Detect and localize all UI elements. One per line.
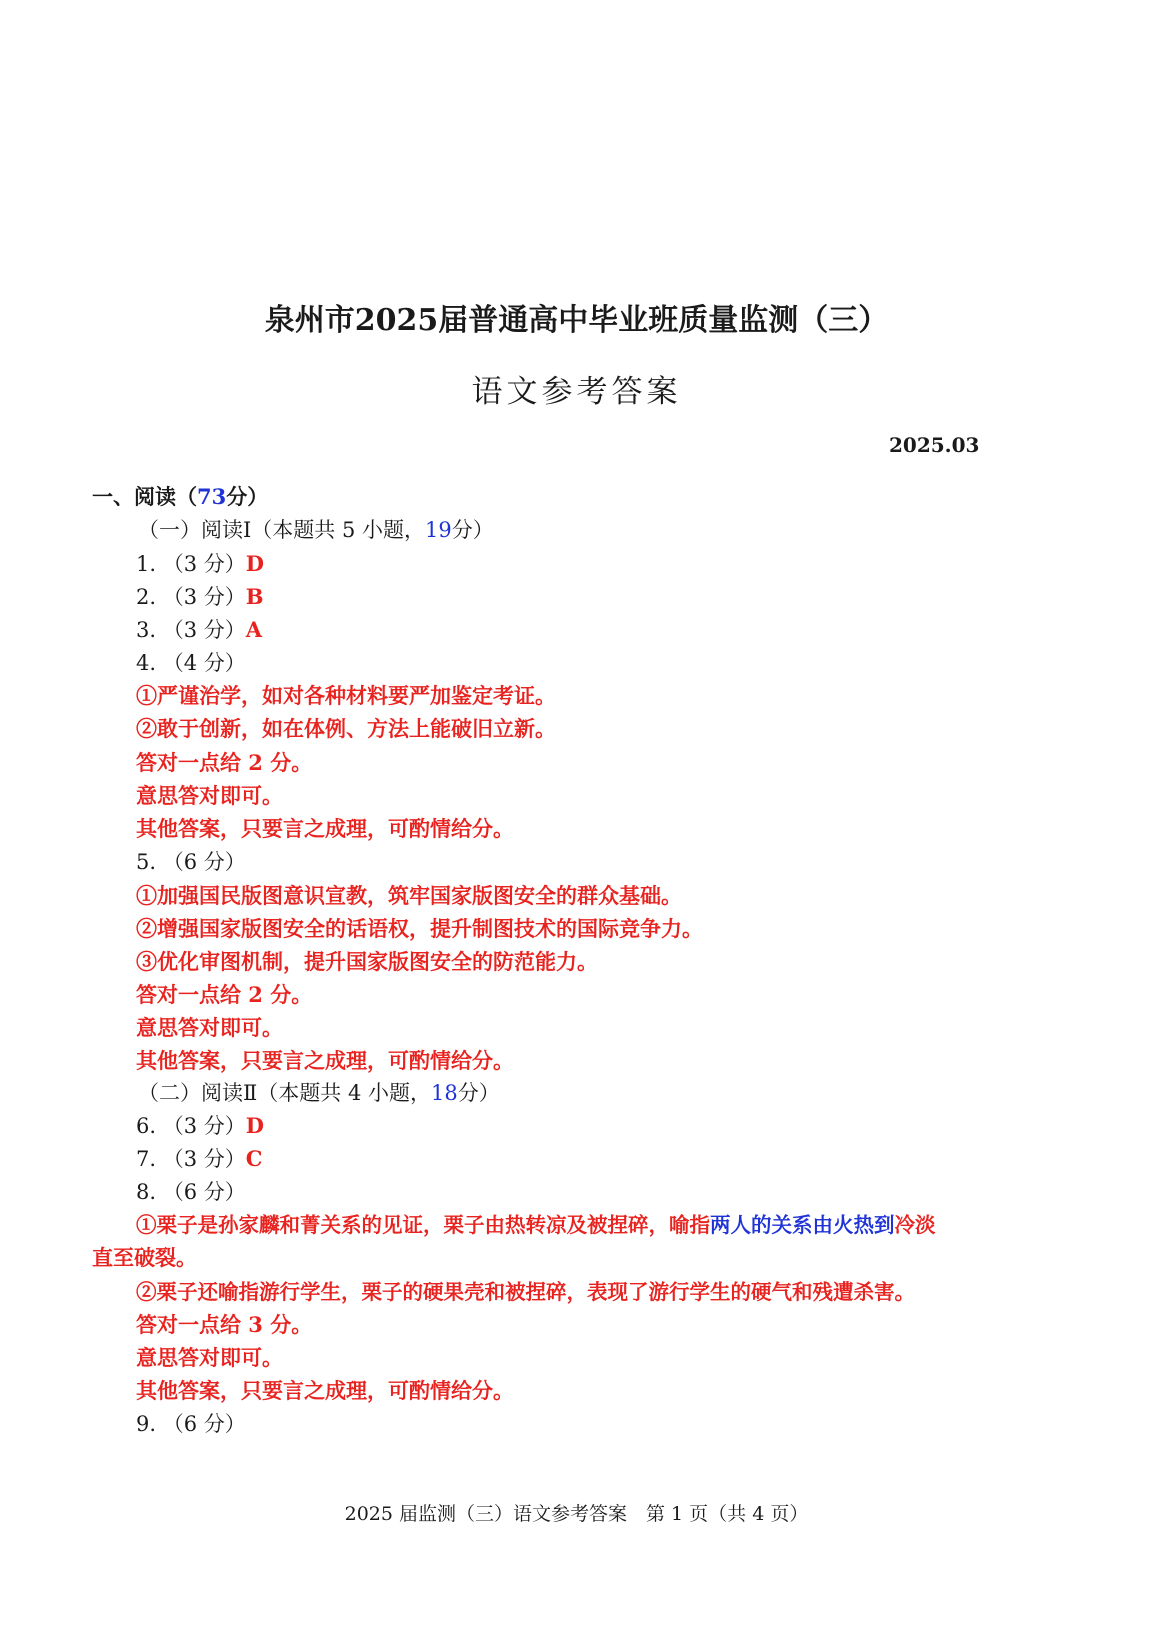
question-score: （3 分） (162, 1147, 246, 1171)
part2-label-prefix: （二）阅读Ⅱ（本题共 4 小题， (138, 1081, 431, 1105)
question-number: 9. (136, 1412, 157, 1436)
part1-label-score: 19 (425, 518, 452, 542)
question-answer: B (245, 584, 264, 609)
part2-label-suffix: 分） (457, 1081, 500, 1105)
doc-date: 2025.03 (889, 433, 980, 457)
question-5 (136, 847, 246, 877)
question-9 (136, 1409, 246, 1439)
q5-note-score: 答对一点给 2 分。 (136, 982, 313, 1007)
question-answer: D (245, 1113, 264, 1138)
question-4 (136, 648, 246, 678)
q4-point-2: ②敢于创新，如在体例、方法上能破旧立新。 (136, 716, 556, 741)
question-3 (136, 615, 262, 645)
q8-note-score: 答对一点给 3 分。 (136, 1312, 313, 1337)
question-number: 6. (136, 1114, 157, 1138)
question-6 (136, 1111, 264, 1141)
question-answer: D (245, 551, 264, 576)
section-heading-suffix: 分） (226, 484, 269, 509)
section-heading (92, 482, 268, 512)
question-8 (136, 1177, 246, 1207)
question-answer: C (245, 1146, 263, 1171)
q8-point-1-blue: 两人的关系由火热到 (710, 1213, 895, 1237)
q8-point-2: ②栗子还喻指游行学生，栗子的硬果壳和被捏碎，表现了游行学生的硬气和残遭杀害。 (136, 1280, 915, 1304)
question-2 (136, 582, 264, 612)
page-footer: 2025 届监测（三）语文参考答案 第 1 页（共 4 页） (344, 1503, 809, 1525)
question-score: （6 分） (162, 850, 246, 874)
q4-point-1: ①严谨治学，如对各种材料要严加鉴定考证。 (136, 683, 556, 708)
q5-note-other: 其他答案，只要言之成理，可酌情给分。 (136, 1048, 514, 1073)
question-number: 8. (136, 1180, 157, 1204)
question-number: 4. (136, 651, 157, 675)
question-1 (136, 549, 264, 579)
q5-note-meaning: 意思答对即可。 (136, 1015, 283, 1040)
question-7 (136, 1144, 263, 1174)
doc-subtitle: 语文参考答案 (471, 374, 682, 410)
q8-point-1-cont: 直至破裂。 (92, 1245, 197, 1270)
part1-label (138, 515, 494, 545)
q8-point-1 (136, 1210, 936, 1240)
q8-point-1-red: ①栗子是孙家麟和菁关系的见证，栗子由热转凉及被捏碎，喻指 (136, 1213, 710, 1237)
question-score: （3 分） (162, 1114, 246, 1138)
q8-note-other: 其他答案，只要言之成理，可酌情给分。 (136, 1378, 514, 1403)
question-answer: A (245, 617, 263, 642)
question-score: （3 分） (162, 585, 246, 609)
q5-point-1: ①加强国民版图意识宣教，筑牢国家版图安全的群众基础。 (136, 883, 682, 908)
q4-note-other: 其他答案，只要言之成理，可酌情给分。 (136, 816, 514, 841)
question-number: 2. (136, 585, 157, 609)
q5-point-2: ②增强国家版图安全的话语权，提升制图技术的国际竞争力。 (136, 916, 703, 941)
question-number: 7. (136, 1147, 157, 1171)
part1-label-suffix: 分） (451, 518, 494, 542)
q5-point-3: ③优化审图机制，提升国家版图安全的防范能力。 (136, 949, 598, 974)
part2-label-score: 18 (430, 1081, 458, 1105)
section-heading-score: 73 (197, 484, 227, 509)
question-number: 5. (136, 850, 157, 874)
question-score: （3 分） (162, 618, 246, 642)
part2-label (138, 1078, 500, 1108)
part1-label-prefix: （一）阅读Ⅰ（本题共 5 小题， (138, 518, 426, 542)
question-score: （3 分） (162, 552, 246, 576)
q8-point-1-red-end: 冷淡 (894, 1213, 936, 1237)
doc-title: 泉州市2025届普通高中毕业班质量监测（三） (264, 303, 889, 338)
q8-note-meaning: 意思答对即可。 (136, 1345, 283, 1370)
question-number: 1. (136, 552, 157, 576)
question-number: 3. (136, 618, 157, 642)
question-score: （4 分） (162, 651, 246, 675)
question-score: （6 分） (162, 1180, 246, 1204)
question-score: （6 分） (162, 1412, 246, 1436)
section-heading-prefix: 一、阅读（ (92, 484, 197, 509)
q4-note-score: 答对一点给 2 分。 (136, 750, 313, 775)
q4-note-meaning: 意思答对即可。 (136, 783, 283, 808)
